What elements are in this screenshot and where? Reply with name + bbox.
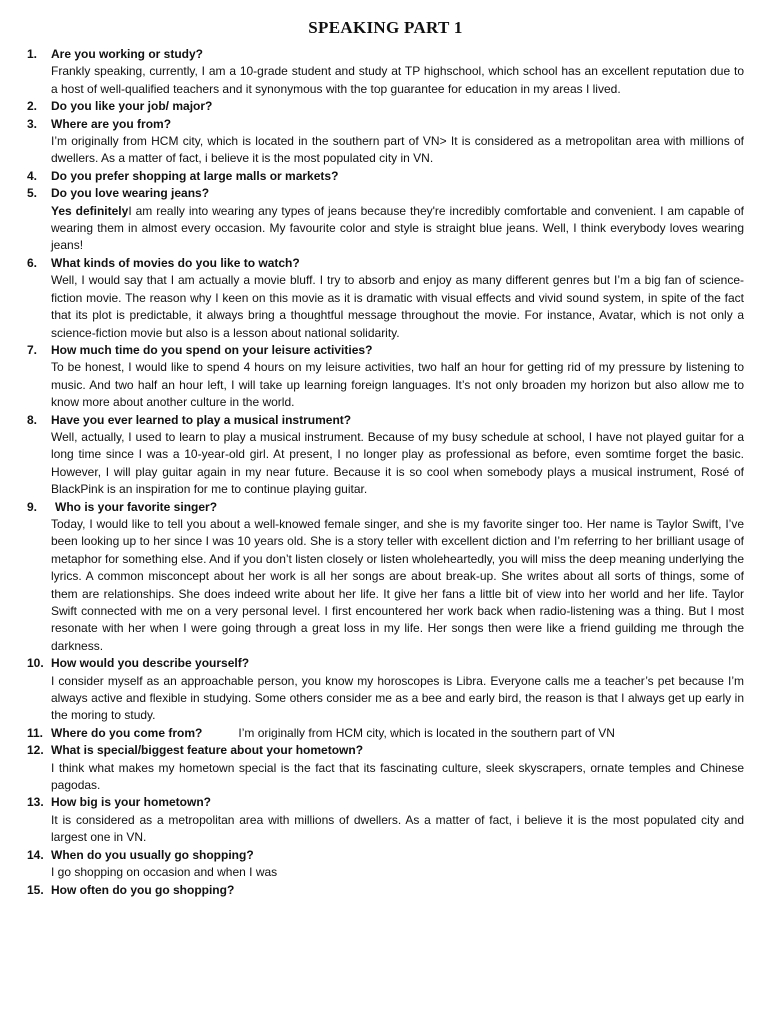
question-item-9: [27, 499, 744, 656]
answer-text: I am really into wearing any types of jeans because they're incredibly comfortable and convenient. I am capable of wearing them in almost every occasion. My favourite color and style is straight blue jeans. Well, I think everybody loves wearing jeans!: [51, 203, 744, 253]
question-item-12: [27, 742, 744, 794]
question-text: How much time do you spend on your leisure activities?: [51, 342, 373, 357]
question-number: 2.: [27, 99, 38, 114]
inline-answer-text: I’m originally from HCM city, which is located in the southern part of VN: [238, 725, 615, 740]
question-item-3: [27, 116, 744, 168]
question-text: How often do you go shopping?: [51, 882, 235, 897]
question-text: When do you usually go shopping?: [51, 847, 254, 862]
answer-text: I’m originally from HCM city, which is located in the southern part of VN> It is considered as a metropolitan area with millions of dwellers. As a matter of fact, i believe it is the most populated city in VN.: [51, 134, 744, 166]
question-item-1: [27, 46, 744, 98]
question-list: [27, 46, 744, 899]
question-text: What is special/biggest feature about your hometown?: [51, 743, 364, 758]
question-line: [51, 725, 744, 742]
question-number: 10.: [27, 656, 44, 671]
answer-text: I think what makes my hometown special is the fact that its fascinating culture, sleek skyscrapers, ornate temples and Chinese pagodas.: [51, 760, 744, 793]
answer-paragraph: [51, 203, 744, 255]
question-number: 15.: [27, 882, 44, 897]
question-item-15: [27, 882, 744, 899]
question-number: 1.: [27, 47, 38, 61]
question-text: How big is your hometown?: [51, 795, 211, 810]
question-item-6: [27, 255, 744, 342]
question-item-4: [27, 168, 744, 185]
answer-text: I go shopping on occasion and when I was: [51, 865, 278, 880]
question-number: 6.: [27, 255, 38, 270]
question-item-8: [27, 412, 744, 499]
question-text: What kinds of movies do you like to watch?: [51, 255, 300, 270]
question-number: 9.: [27, 499, 38, 514]
question-text: How would you describe yourself?: [51, 656, 250, 671]
question-text: Where are you from?: [51, 116, 172, 131]
question-item-2: [27, 98, 744, 115]
question-number: 5.: [27, 186, 38, 201]
answer-text: Today, I would like to tell you about a well-knowed female singer, and she is my favorite singer too. Her name is Taylor Swift, I’ve been looking up to her since I was 10 years old. She is a story teller with excellent diction and I’m referring to her brilliant usage of metaphor for something else. And if you don’t listen closely or listen wholeheartedly, you will miss the deep meaning underlying the lyrics. A common misconcept about her work is all her songs are about break-up. She writes about all sorts of things, some of them are relationships. She does indeed write about her life. It give her fans a little bit of view into her world and her life. Taylor Swift connected with me on a very personal level. I first encountered her work back when radio-listening was a thing. But I most resonate with her when I were going through a great loss in my life. Her songs then were like a friend guilding me through the darkness.: [51, 516, 744, 653]
question-number: 8.: [27, 412, 38, 427]
question-item-5: [27, 185, 744, 255]
question-text: Who is your favorite singer?: [55, 499, 218, 514]
answer-lead: Yes definitely: [51, 203, 129, 218]
answer-text: Well, actually, I used to learn to play a musical instrument. Because of my busy schedule at school, I have not played guitar for a long time since I was a 10-year-old girl. At present, I no longer play as professional as before, even somtime forget the basic. However, I will play guitar again in my near future. Because it is so cool when somebody plays a musical instrument, Rosé of BlackPink is an inspiration for me to continue playing guitar.: [51, 429, 744, 497]
question-item-14: [27, 847, 744, 882]
answer-text: Frankly speaking, currently, I am a 10-grade student and study at TP highschool, which school has an excellent reputation due to a host of well-qualified teachers and it synonymous with the top guarantee for education in my areas I lived.: [51, 64, 744, 96]
question-item-7: [27, 342, 744, 412]
question-text: Have you ever learned to play a musical instrument?: [51, 412, 352, 427]
question-number: 14.: [27, 847, 44, 862]
question-text: Do you love wearing jeans?: [51, 186, 210, 201]
question-number: 4.: [27, 168, 38, 183]
answer-text: To be honest, I would like to spend 4 hours on my leisure activities, two half an hour for getting rid of my pressure by listening to music. And two half an hour left, I will take up learning foreign languages. It’s not only broaden my horizon but also allow me to know more about another culture in the world.: [51, 360, 744, 410]
answer-text: It is considered as a metropolitan area with millions of dwellers. As a matter of fact, i believe it is the most populated city and largest one in VN.: [51, 812, 744, 845]
question-text: Do you prefer shopping at large malls or markets?: [51, 168, 339, 183]
question-item-13: [27, 794, 744, 846]
answer-text: I consider myself as an approachable person, you know my horoscopes is Libra. Everyone calls me a teacher’s pet because I’m always active and flexible in studying. Some others consider me as a bee and early bird, the reason is that I always get up early in the moring to study.: [51, 673, 744, 723]
question-item-10: [27, 655, 744, 725]
question-item-11: [27, 725, 744, 742]
page-title: SPEAKING PART 1: [308, 18, 463, 37]
question-text: Are you working or study?: [51, 47, 204, 61]
question-number: 3.: [27, 116, 38, 131]
question-text: Where do you come from?: [51, 725, 203, 740]
question-number: 13.: [27, 795, 44, 810]
question-number: 12.: [27, 743, 44, 758]
question-number: 11.: [27, 725, 44, 740]
question-number: 7.: [27, 342, 38, 357]
question-text: Do you like your job/ major?: [51, 99, 213, 114]
answer-text: Well, I would say that I am actually a movie bluff. I try to absorb and enjoy as many different genres but I’m a big fan of science-fiction movie. The reason why I keen on this movie as it is dramatic with visual effects and vivid sound system, in spite of the fact that its plot is predictable, it always bring a thoughtful message throughout the movie. For instance, Avatar, which is not only a science-fiction movie but also is a lesson about national solidarity.: [51, 273, 744, 340]
